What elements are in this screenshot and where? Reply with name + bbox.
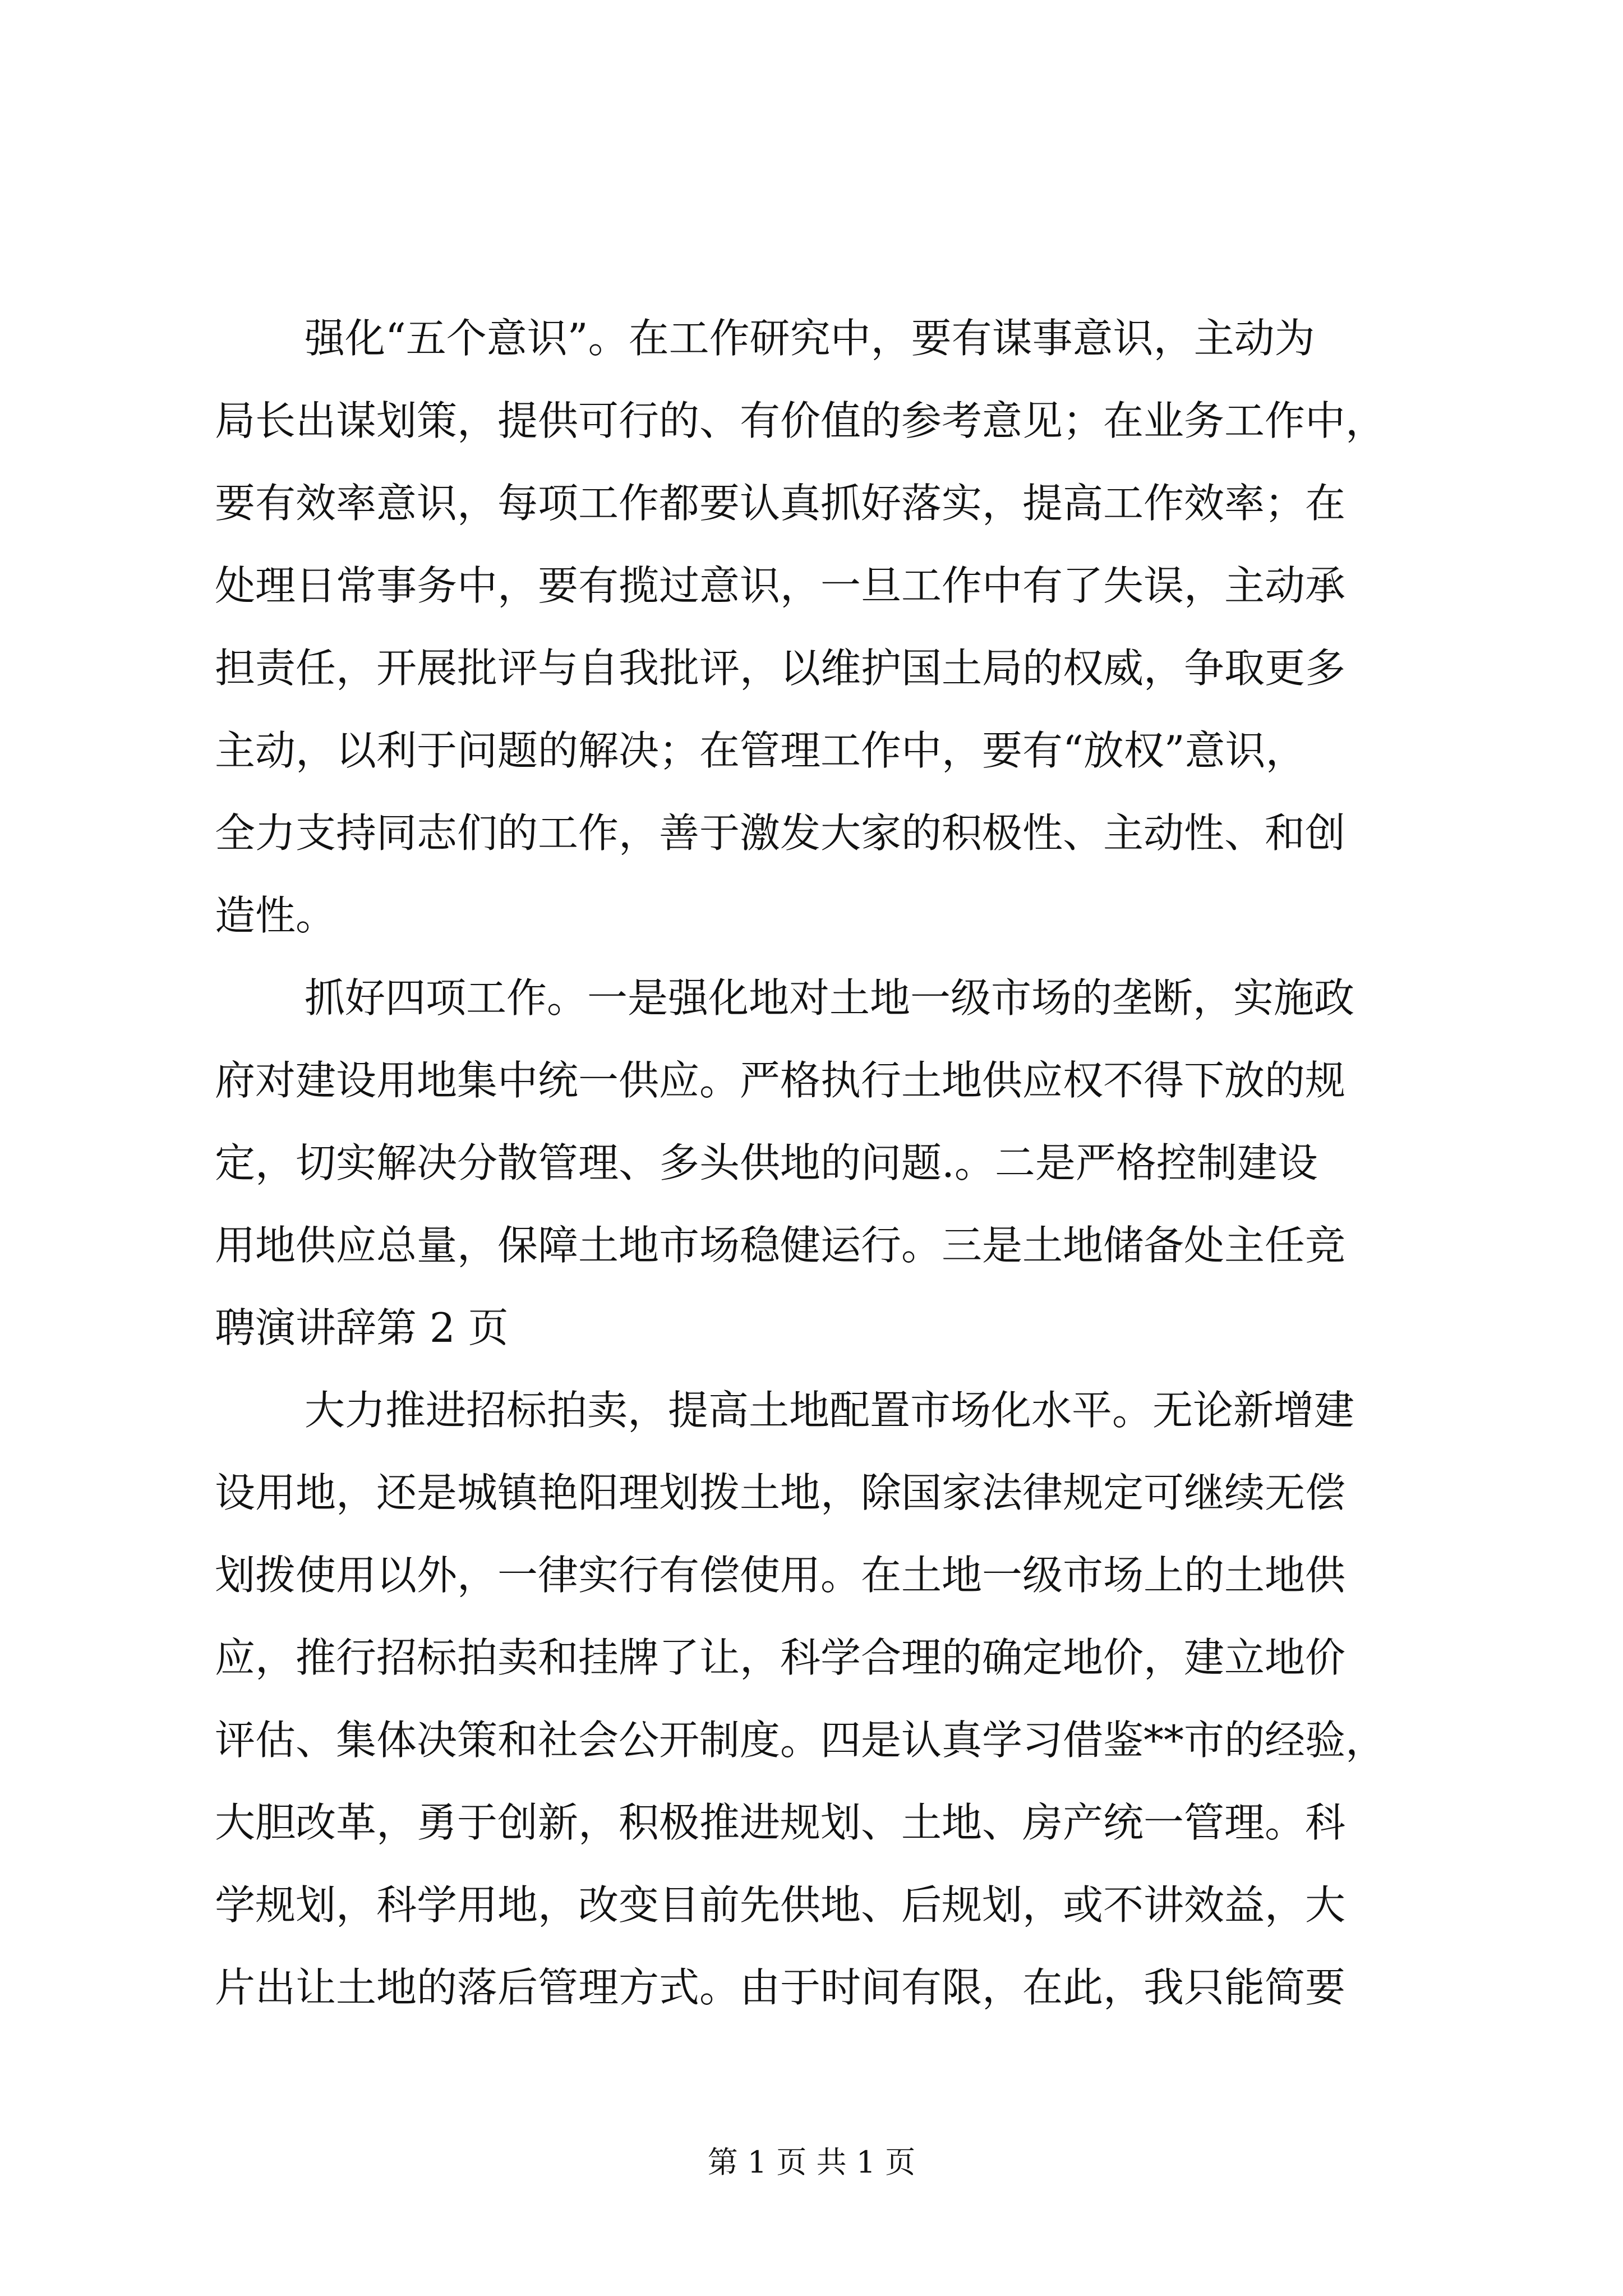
paragraph-3-line-3: 划拨使用以外，一律实行有偿使用。在土地一级市场上的土地供	[215, 1552, 1346, 1599]
paragraph-1-line-3: 要有效率意识，每项工作都要认真抓好落实，提高工作效率；在	[215, 480, 1346, 527]
paragraph-1-line-2: 局长出谋划策，提供可行的、有价值的参考意见；在业务工作中，	[215, 397, 1386, 444]
paragraph-2-line-5: 聘演讲辞第 2 页	[215, 1304, 509, 1351]
paragraph-1-line-6: 主动，以利于问题的解决；在管理工作中，要有“放权”意识，	[215, 727, 1306, 774]
paragraph-3-line-4: 应，推行招标拍卖和挂牌了让，科学合理的确定地价，建立地价	[215, 1634, 1346, 1681]
paragraph-1-line-1: 强化“五个意识”。在工作研究中，要有谋事意识，主动为	[305, 315, 1315, 362]
paragraph-3-line-2: 设用地，还是城镇艳阳理划拨土地，除国家法律规定可继续无偿	[215, 1469, 1346, 1516]
paragraph-3-line-1: 大力推进招标拍卖，提高土地配置市场化水平。无论新增建	[305, 1387, 1355, 1434]
document-body	[215, 297, 1426, 2029]
paragraph-2-line-2: 府对建设用地集中统一供应。严格执行土地供应权不得下放的规	[215, 1057, 1346, 1104]
page-footer: 第 1 页 共 1 页	[707, 2145, 916, 2180]
paragraph-1-line-8: 造性。	[215, 892, 336, 939]
paragraph-2-line-1: 抓好四项工作。一是强化地对土地一级市场的垄断，实施政	[305, 974, 1355, 1022]
paragraph-2-line-3: 定，切实解决分散管理、多头供地的问题.。二是严格控制建设	[215, 1139, 1318, 1186]
paragraph-2-line-4: 用地供应总量，保障土地市场稳健运行。三是土地储备处主任竞	[215, 1222, 1346, 1269]
paragraph-1-line-7: 全力支持同志们的工作，善于激发大家的积极性、主动性、和创	[215, 809, 1346, 857]
paragraph-1-line-5: 担责任，开展批评与自我批评，以维护国土局的权威，争取更多	[215, 645, 1346, 692]
paragraph-3-line-7: 学规划，科学用地，改变目前先供地、后规划，或不讲效益，大	[215, 1881, 1346, 1929]
paragraph-3-line-5: 评估、集体决策和社会公开制度。四是认真学习借鉴**市的经验，	[215, 1717, 1386, 1764]
paragraph-1-line-4: 处理日常事务中，要有揽过意识，一旦工作中有了失误，主动承	[215, 562, 1346, 609]
paragraph-3-line-6: 大胆改革，勇于创新，积极推进规划、土地、房产统一管理。科	[215, 1799, 1346, 1846]
paragraph-3-line-8: 片出让土地的落后管理方式。由于时间有限，在此，我只能简要	[215, 1964, 1346, 2011]
